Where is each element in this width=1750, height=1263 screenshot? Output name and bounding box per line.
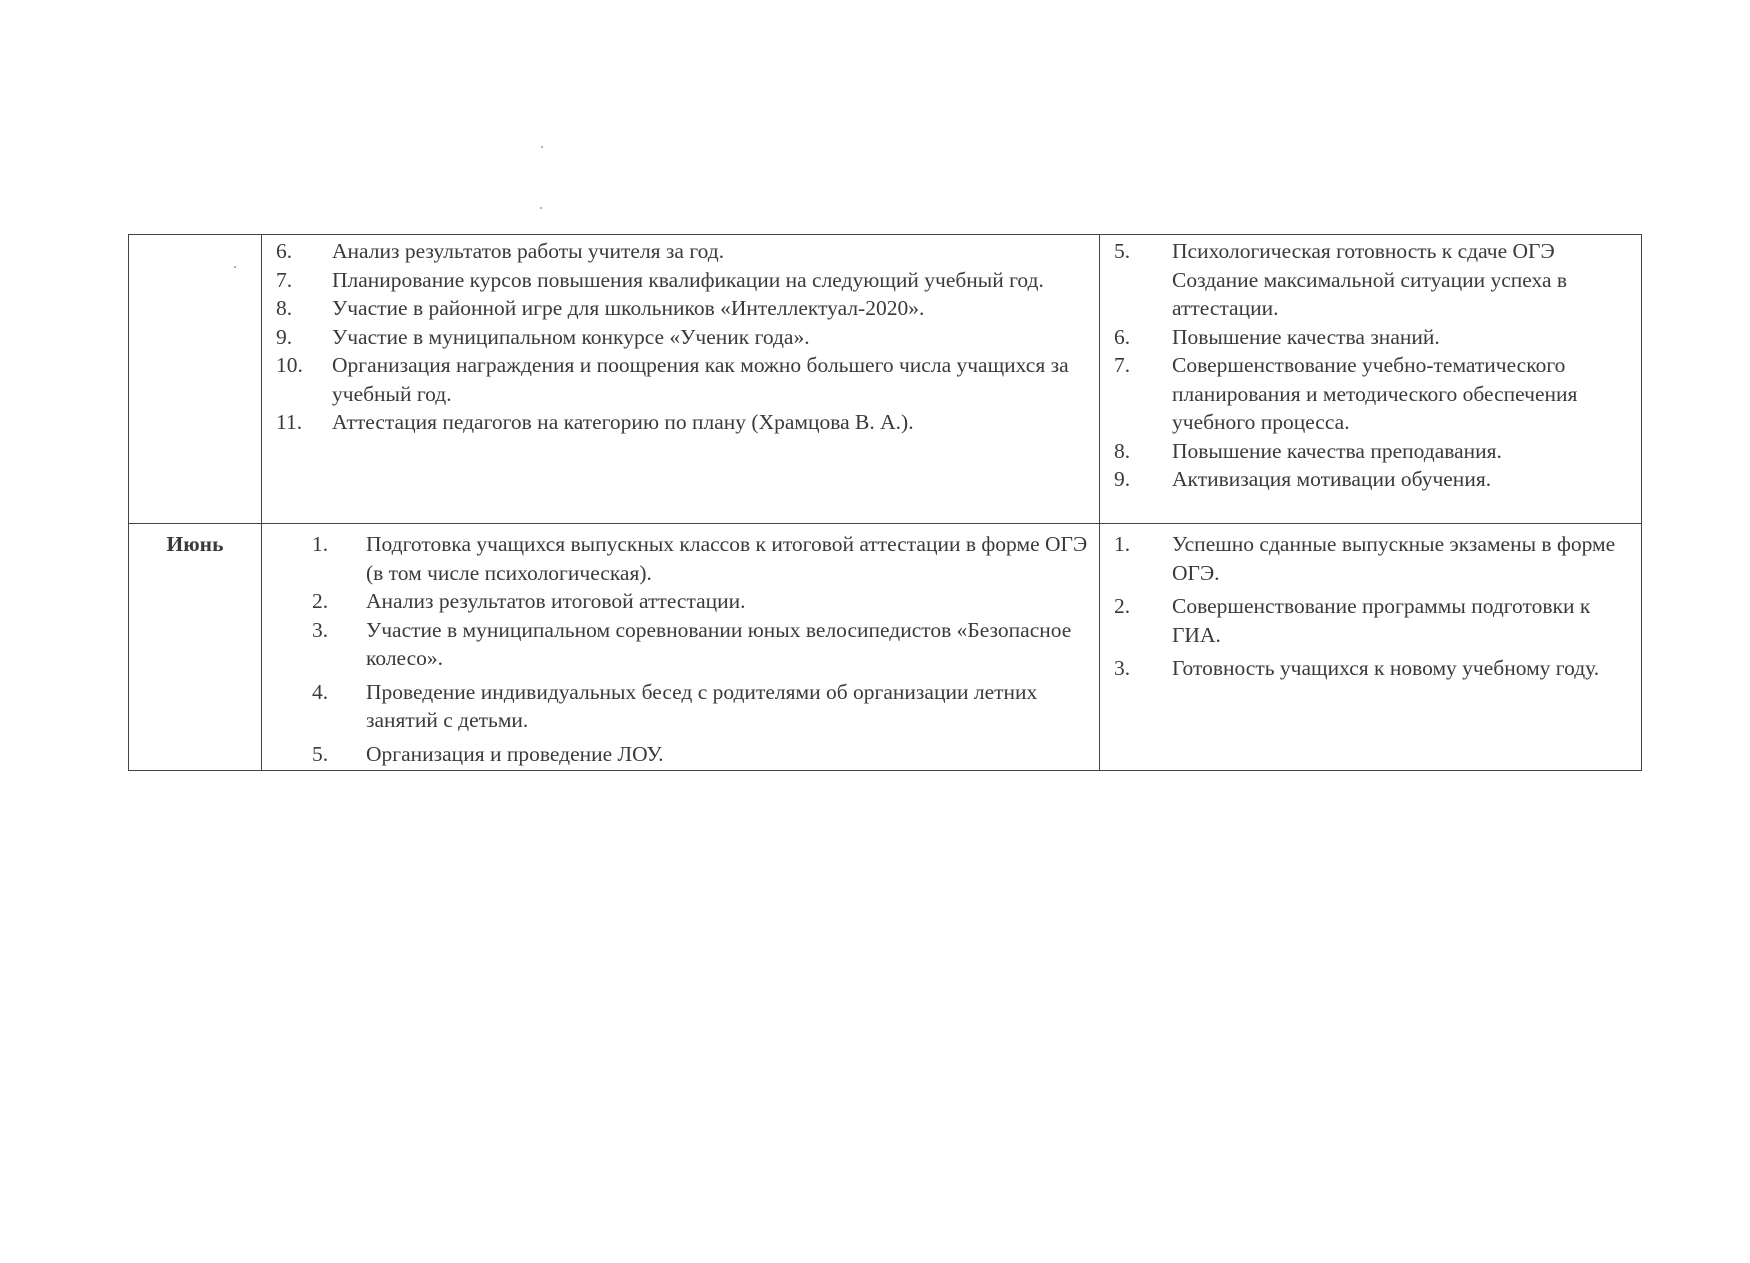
item-text: Повышение качества преподавания. [1172,438,1502,463]
list-item [276,294,1091,323]
item-text: Повышение качества знаний. [1172,324,1440,349]
item-number: 2. [1114,594,1131,618]
list-item [276,351,1091,408]
item-text: Подготовка учащихся выпускных классов к итоговой аттестации в форме ОГЭ (в том числе психологическая). [366,532,1088,585]
item-text: Активизация мотивации обучения. [1172,467,1492,491]
item-number: 1. [1114,532,1131,556]
item-text: Проведение индивидуальных бесед с родителями об организации летних занятий с детьми. [366,679,1038,732]
tasks-list [262,524,1099,770]
item-number: 6. [1114,324,1131,349]
item-text: Участие в муниципальном конкурсе «Ученик года». [332,324,810,349]
item-number: 3. [312,617,329,642]
item-number: 5. [312,741,329,766]
list-item [1114,592,1631,649]
list-item [276,266,1091,295]
tasks-cell [262,524,1100,771]
item-number: 8. [276,296,293,320]
item-number: 4. [312,679,329,704]
month-cell: Июнь [129,524,262,771]
item-number: 5. [1114,239,1131,263]
month-cell [129,235,262,524]
item-text: Участие в муниципальном соревновании юных велосипедистов «Безопасное колесо». [366,617,1072,670]
item-text: Готовность учащихся к новому учебному году. [1172,656,1600,680]
list-item [276,408,1091,437]
item-number: 7. [1114,353,1131,377]
item-text: Анализ результатов итоговой аттестации. [366,589,746,613]
list-item [1114,465,1631,494]
item-text: Аттестация педагогов на категорию по плану (Храмцова В. А.). [332,410,914,434]
list-item [312,678,1089,735]
results-cell [1100,235,1642,524]
item-text: Анализ результатов работы учителя за год. [332,239,725,263]
list-item [312,616,1089,673]
item-text: Планирование курсов повышения квалификации на следующий учебный год. [332,267,1044,292]
item-number: 9. [276,324,293,349]
item-text: Организация награждения и поощрения как можно большего числа учащихся за учебный год. [332,353,1069,406]
item-number: 6. [276,239,293,263]
scan-speck [540,207,542,209]
list-item [312,530,1089,587]
item-text: Успешно сданные выпускные экзамены в форме ОГЭ. [1172,532,1616,585]
list-item [1114,237,1631,323]
item-number: 10. [276,353,303,377]
table-row [129,524,1642,771]
item-number: 7. [276,267,293,292]
item-number: 2. [312,589,329,613]
list-item [276,323,1091,352]
list-item [1114,654,1631,683]
scan-speck [541,146,543,148]
item-text: Психологическая готовность к сдаче ОГЭ Создание максимальной ситуации успеха в аттестации. [1172,239,1568,320]
item-text: Совершенствование учебно-тематического планирования и методического обеспечения учебного процесса. [1172,353,1578,434]
item-number: 8. [1114,438,1131,463]
list-item [312,587,1089,616]
results-list [1100,235,1641,504]
work-plan-table [128,234,1642,771]
item-text: Совершенствование программы подготовки к ГИА. [1172,594,1591,647]
table-row [129,235,1642,524]
results-cell [1100,524,1642,771]
item-number: 9. [1114,467,1131,491]
tasks-list [262,235,1099,467]
item-number: 3. [1114,656,1131,680]
item-number: 11. [276,410,303,434]
list-item [312,740,1089,769]
tasks-cell [262,235,1100,524]
list-item [1114,437,1631,466]
list-item [276,237,1091,266]
list-item [1114,530,1631,587]
list-item [1114,351,1631,437]
item-text: Организация и проведение ЛОУ. [366,741,664,766]
results-list [1100,524,1641,693]
item-number: 1. [312,532,329,556]
item-text: Участие в районной игре для школьников «Интеллектуал-2020». [332,296,925,320]
list-item [1114,323,1631,352]
